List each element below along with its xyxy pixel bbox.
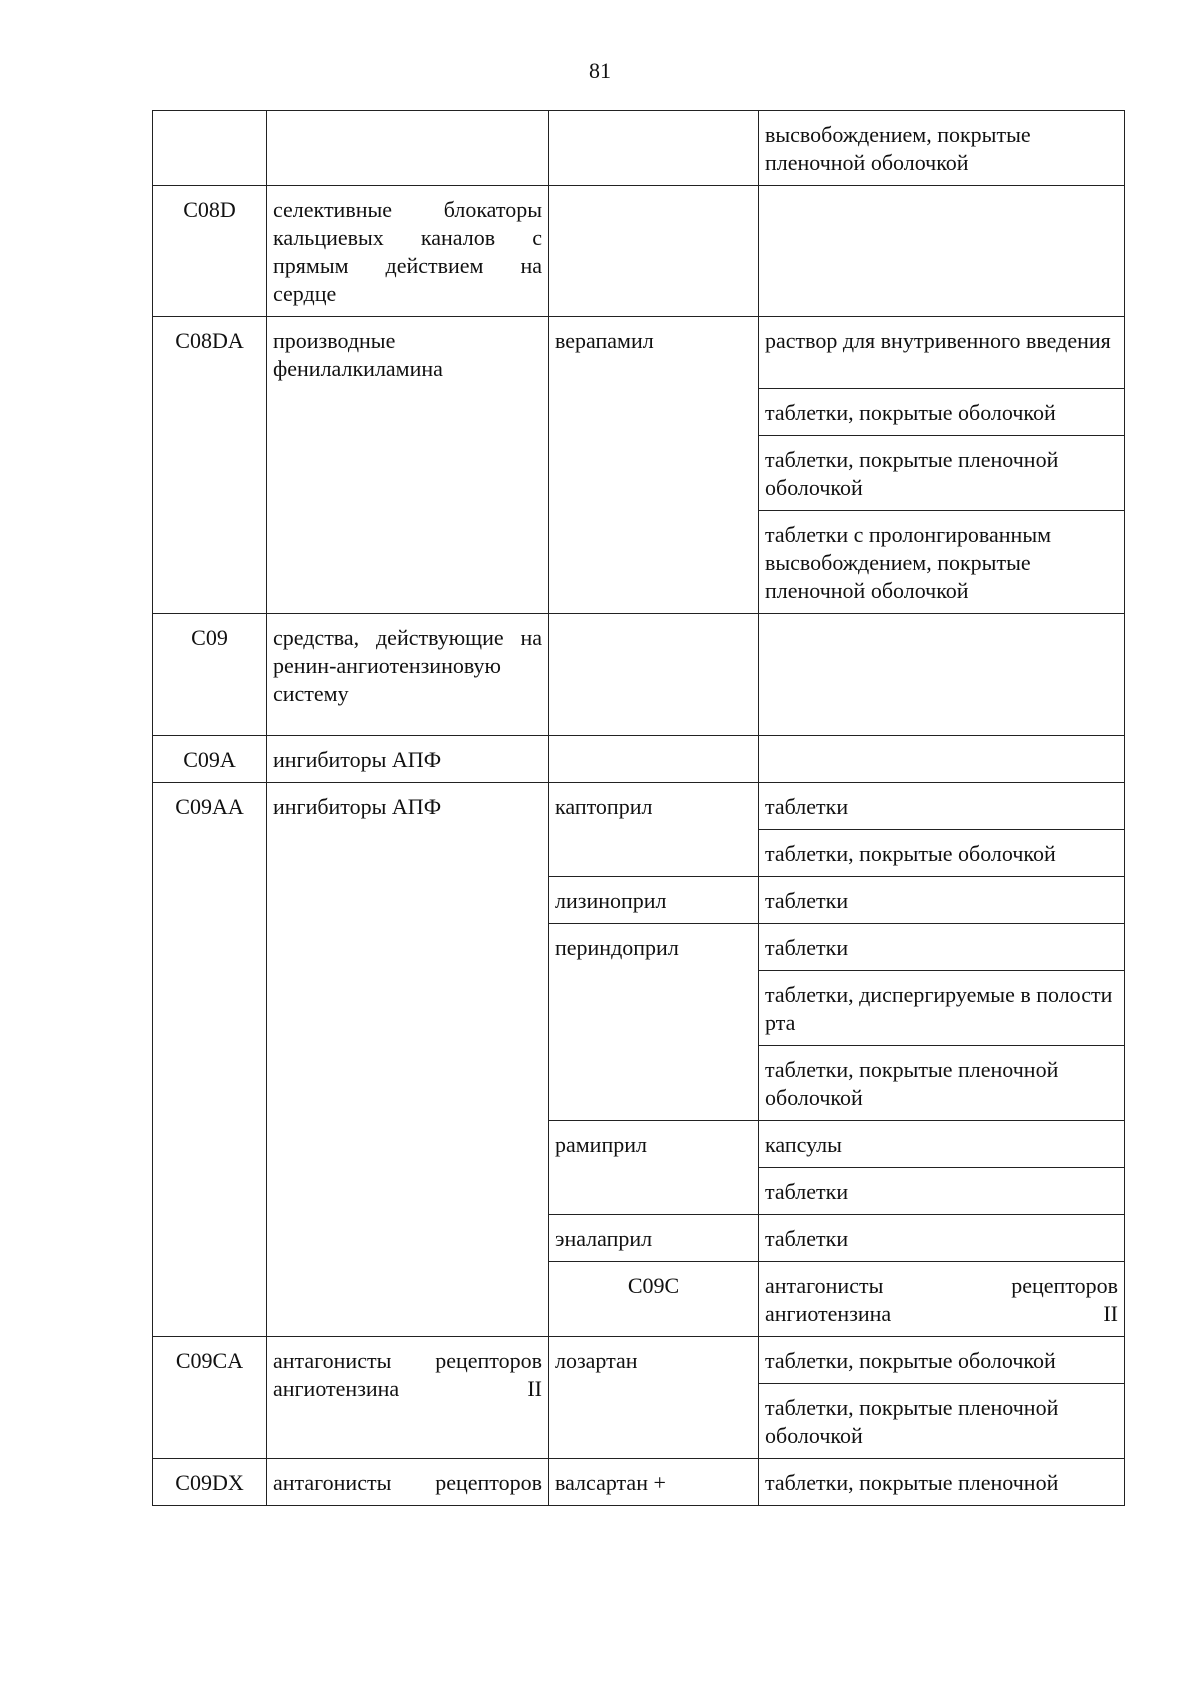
drug-table: [152, 110, 1125, 1506]
table-row: [153, 1459, 1125, 1506]
drug-name-cell: [549, 186, 759, 317]
group-name-cell: производные фенилалкиламина: [267, 317, 549, 614]
dosage-form-cell: таблетки, диспергируемые в полости рта: [759, 971, 1125, 1046]
dosage-form-cell: таблетки с пролонгированным высвобождением, покрытые пленочной оболочкой: [759, 511, 1125, 614]
drug-name-cell: эналаприл: [549, 1215, 759, 1262]
dosage-form-cell: [759, 736, 1125, 783]
drug-name-cell: лозартан: [549, 1337, 759, 1459]
table-row: [153, 1337, 1125, 1384]
drug-name-cell: [549, 111, 759, 186]
table-row: [153, 111, 1125, 186]
dosage-form-cell: [759, 614, 1125, 736]
drug-name-cell: лизиноприл: [549, 877, 759, 924]
group-name-cell: ингибиторы АПФ: [267, 736, 549, 783]
table-row: [153, 614, 1125, 736]
group-name-cell: ингибиторы АПФ: [267, 783, 549, 1337]
atc-code-cell: C09CA: [153, 1337, 267, 1459]
dosage-form-cell: таблетки, покрытые оболочкой: [759, 1337, 1125, 1384]
group-name-cell: [267, 111, 549, 186]
dosage-form-cell: таблетки: [759, 783, 1125, 830]
dosage-form-cell: таблетки, покрытые пленочной оболочкой: [759, 1384, 1125, 1459]
dosage-form-cell: высвобождением, покрытые пленочной оболочкой: [759, 111, 1125, 186]
atc-code-cell: C08D: [153, 186, 267, 317]
dosage-form-cell: капсулы: [759, 1121, 1125, 1168]
page-number: 81: [589, 58, 611, 83]
drug-name-cell: валсартан +: [549, 1459, 759, 1506]
dosage-form-cell: таблетки: [759, 1215, 1125, 1262]
drug-name-cell: каптоприл: [549, 783, 759, 877]
table-row: [153, 317, 1125, 389]
table-row: [153, 783, 1125, 830]
dosage-form-cell: таблетки, покрытые оболочкой: [759, 830, 1125, 877]
atc-code-cell: C09A: [153, 736, 267, 783]
dosage-form-cell: таблетки: [759, 924, 1125, 971]
table-row: [153, 186, 1125, 317]
atc-code-cell: C08DA: [153, 317, 267, 614]
drug-name-cell: верапамил: [549, 317, 759, 614]
atc-code-cell: C09C: [549, 1262, 759, 1337]
table-row: [153, 736, 1125, 783]
dosage-form-cell: таблетки, покрытые пленочной оболочкой: [759, 1046, 1125, 1121]
group-name-cell: селективные блокаторы кальциевых каналов с прямым действием на сердце: [267, 186, 549, 317]
drug-name-cell: [549, 614, 759, 736]
atc-code-cell: C09: [153, 614, 267, 736]
dosage-form-cell: таблетки: [759, 1168, 1125, 1215]
dosage-form-cell: раствор для внутривенного введения: [759, 317, 1125, 389]
atc-code-cell: C09AA: [153, 783, 267, 1337]
group-name-cell: антагонисты рецепторов ангиотензина II: [267, 1337, 549, 1459]
dosage-form-cell: таблетки: [759, 877, 1125, 924]
dosage-form-cell: таблетки, покрытые пленочной: [759, 1459, 1125, 1506]
drug-name-cell: периндоприл: [549, 924, 759, 1121]
drug-name-cell: [549, 736, 759, 783]
atc-code-cell: C09DX: [153, 1459, 267, 1506]
drug-name-cell: рамиприл: [549, 1121, 759, 1215]
dosage-form-cell: [759, 186, 1125, 317]
dosage-form-cell: таблетки, покрытые пленочной оболочкой: [759, 436, 1125, 511]
group-name-cell: средства, действующие на ренин-ангиотензиновую систему: [267, 614, 549, 736]
atc-code-cell: [153, 111, 267, 186]
group-name-cell: антагонисты рецепторов: [267, 1459, 549, 1506]
dosage-form-cell: таблетки, покрытые оболочкой: [759, 389, 1125, 436]
group-name-cell: антагонисты рецепторов ангиотензина II: [759, 1262, 1125, 1337]
